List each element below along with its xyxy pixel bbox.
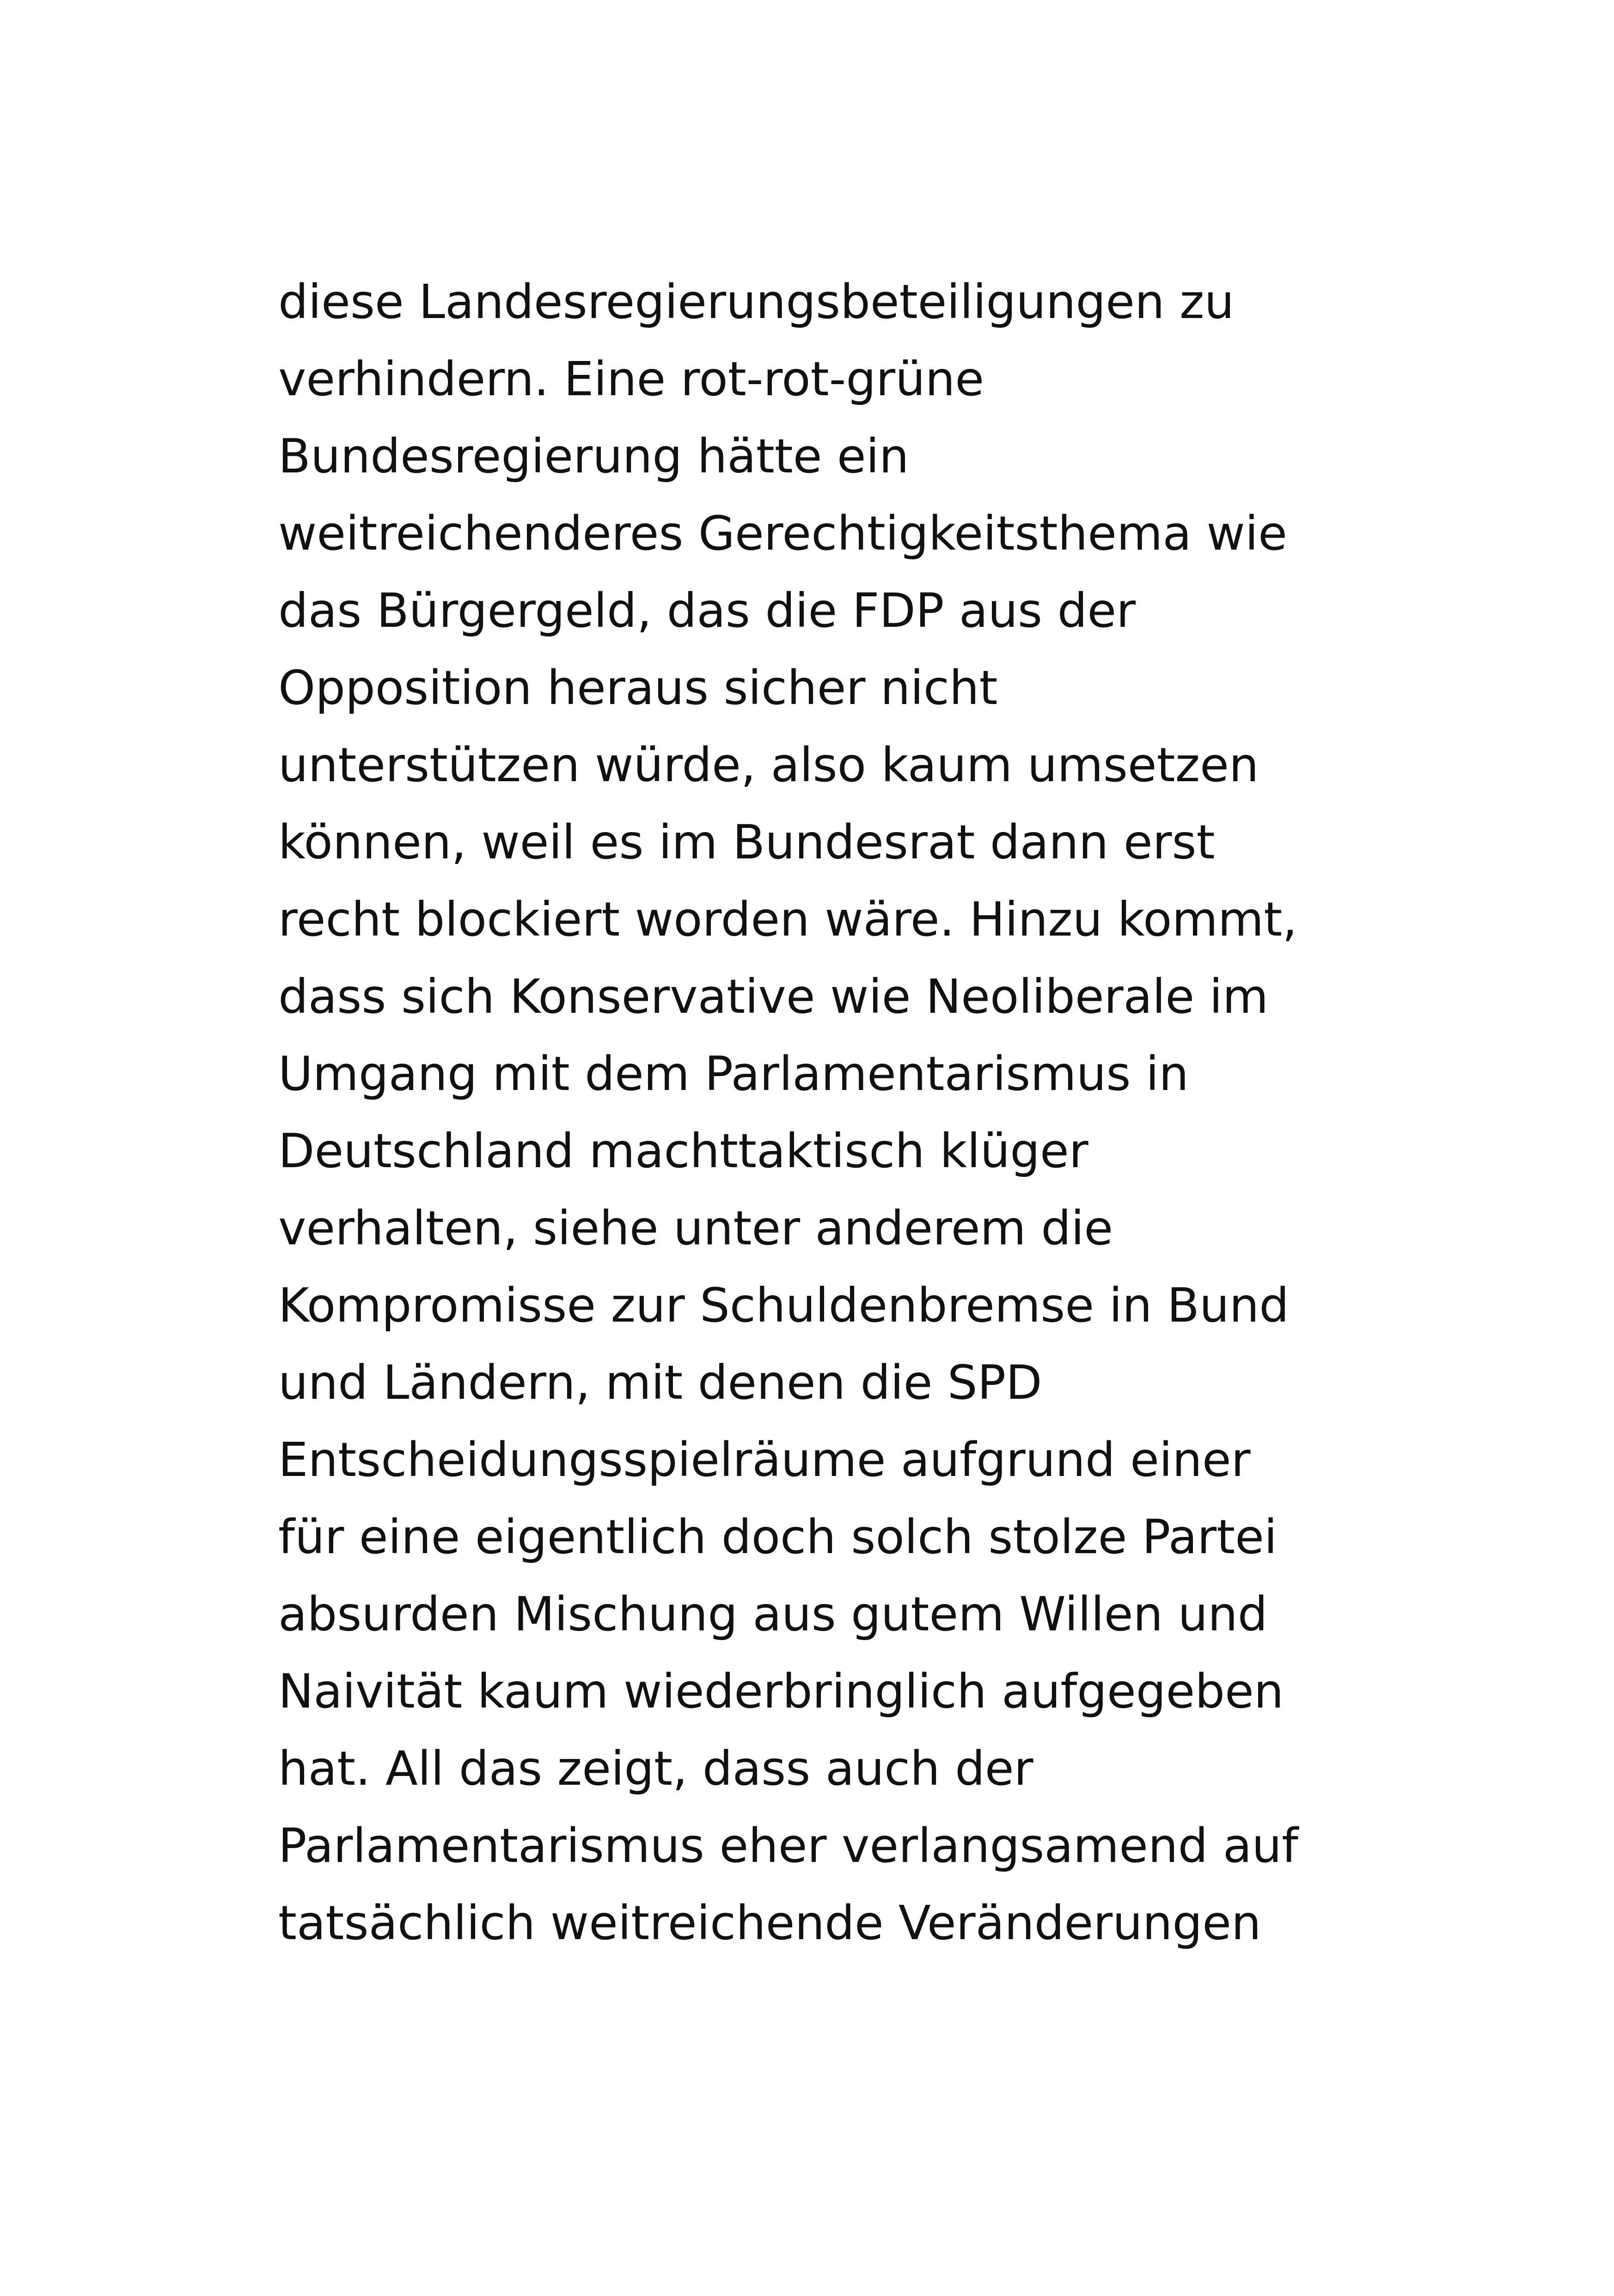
text-line: weitreichenderes Gerechtigkeitsthema wie xyxy=(278,506,1287,561)
text-line: recht blockiert worden wäre. Hinzu kommt, xyxy=(278,892,1297,947)
text-line: Parlamentarismus eher verlangsamend auf xyxy=(278,1818,1298,1874)
text-line: Kompromisse zur Schuldenbremse in Bund xyxy=(278,1278,1290,1333)
text-line: und Ländern, mit denen die SPD xyxy=(278,1355,1042,1410)
text-line: hat. All das zeigt, dass auch der xyxy=(278,1741,1033,1796)
text-line: tatsächlich weitreichende Veränderungen xyxy=(278,1896,1261,1951)
text-line: diese Landesregierungsbeteiligungen zu xyxy=(278,275,1235,330)
body-text xyxy=(278,263,1614,1962)
text-line: Opposition heraus sicher nicht xyxy=(278,661,998,716)
text-line: das Bürgergeld, das die FDP aus der xyxy=(278,583,1136,638)
text-line: absurden Mischung aus gutem Willen und xyxy=(278,1587,1268,1642)
text-line: für eine eigentlich doch solch stolze Partei xyxy=(278,1510,1278,1565)
text-line: Bundesregierung hätte ein xyxy=(278,429,909,484)
text-line: verhalten, siehe unter anderem die xyxy=(278,1201,1113,1256)
text-line: verhindern. Eine rot-rot-grüne xyxy=(278,352,984,407)
text-line: unterstützen würde, also kaum umsetzen xyxy=(278,738,1259,793)
text-line: Umgang mit dem Parlamentarismus in xyxy=(278,1047,1189,1102)
text-line: dass sich Konservative wie Neoliberale im xyxy=(278,969,1269,1024)
text-line: Naivität kaum wiederbringlich aufgegeben xyxy=(278,1664,1284,1719)
text-line: Deutschland machttaktisch klüger xyxy=(278,1124,1088,1179)
text-line: Entscheidungsspielräume aufgrund einer xyxy=(278,1433,1251,1488)
text-line: können, weil es im Bundesrat dann erst xyxy=(278,815,1215,870)
